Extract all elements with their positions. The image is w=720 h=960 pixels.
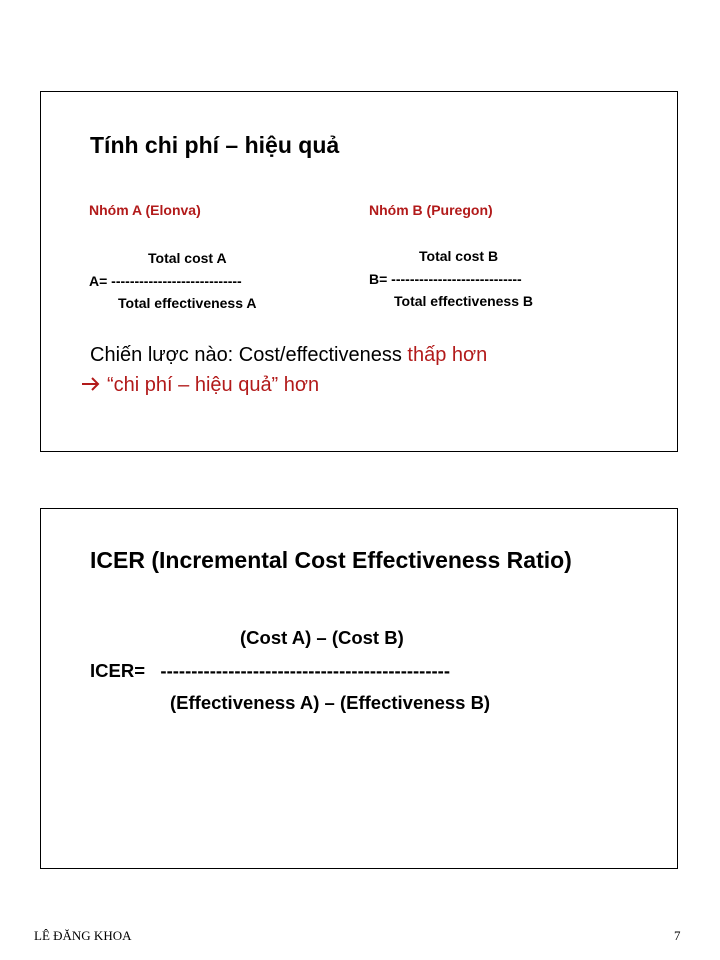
slide-icer: [40, 508, 678, 869]
icer-fraction-line: ICER= -----------------------------------------------: [90, 660, 450, 681]
icer-numerator: (Cost A) – (Cost B): [240, 627, 404, 648]
group-a-fraction-line: A= ----------------------------: [89, 273, 242, 289]
group-a-denominator: Total effectiveness A: [118, 295, 257, 311]
footer-author: LÊ ĐĂNG KHOA: [34, 928, 132, 943]
slide-title: Tính chi phí – hiệu quả: [90, 132, 340, 158]
strategy-question: [90, 344, 487, 367]
slide-cost-effectiveness: [40, 91, 678, 452]
page-number: 7: [674, 928, 681, 943]
strategy-prefix: Chiến lược nào: Cost/effectiveness: [90, 344, 408, 366]
strategy-conclusion: “chi phí – hiệu quả” hơn: [107, 374, 320, 396]
group-a-label: Nhóm A (Elonva): [89, 202, 201, 218]
group-a-numerator: Total cost A: [148, 250, 227, 266]
slide-title: ICER (Incremental Cost Effectiveness Ratio): [90, 547, 572, 573]
group-b-denominator: Total effectiveness B: [394, 293, 534, 309]
icer-denominator: (Effectiveness A) – (Effectiveness B): [170, 692, 491, 713]
group-b-label: Nhóm B (Puregon): [369, 202, 493, 218]
group-b-fraction-line: B= ----------------------------: [369, 271, 522, 287]
group-b-numerator: Total cost B: [419, 248, 499, 264]
strategy-conclusion-line: [81, 374, 319, 397]
arrow-right-icon: [81, 374, 101, 397]
strategy-highlight: thấp hơn: [407, 344, 488, 366]
